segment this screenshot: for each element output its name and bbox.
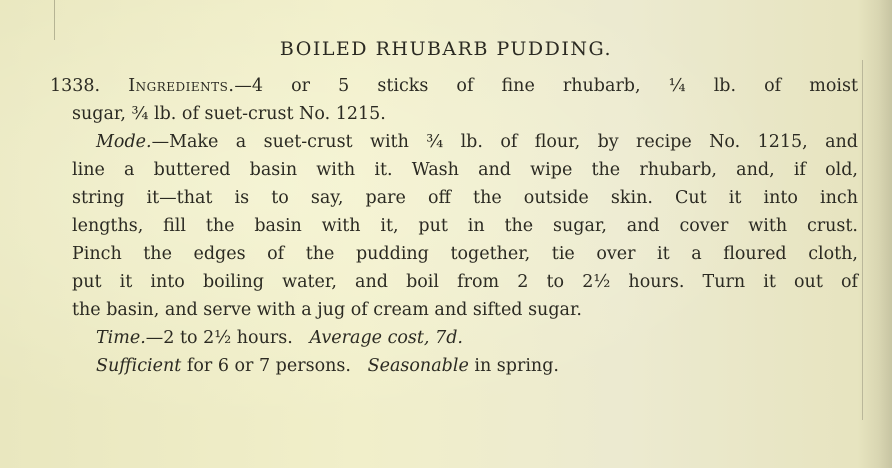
ingredients-text-1: —4 or 5 sticks of fine rhubarb, ¼ lb. of moist: [234, 76, 858, 96]
sufficient-seasonable-line: [72, 352, 858, 380]
mode-line-5: Pinch the edges of the pudding together, tie over it a floured cloth,: [72, 244, 858, 264]
mode-line-7: the basin, and serve with a jug of cream and sifted sugar.: [72, 300, 582, 320]
page-edge-line: [862, 60, 863, 420]
recipe-title: BOILED RHUBARB PUDDING.: [279, 38, 613, 60]
recipe-number: 1338.: [50, 76, 101, 96]
cost-label: Average cost,: [309, 328, 430, 348]
time-label: Time.: [96, 328, 146, 348]
margin-rule: [54, 0, 55, 40]
recipe-body: [50, 72, 858, 380]
mode-line-4: lengths, fill the basin with it, put in the sugar, and cover with crust.: [72, 216, 858, 236]
mode-label: Mode.: [96, 132, 152, 152]
mode-text-1: —Make a suet-crust with ¾ lb. of flour, by recipe No. 1215, and: [151, 132, 858, 152]
ingredients-label: Ingredients.: [128, 76, 235, 96]
cost-value: 7d.: [435, 328, 463, 348]
seasonable-label: Seasonable: [367, 356, 469, 376]
sufficient-label: Sufficient: [96, 356, 182, 376]
mode-line-3: string it—that is to say, pare off the outside skin. Cut it into inch: [72, 188, 858, 208]
time-cost-line: [72, 324, 858, 352]
ingredients-line-1: [50, 72, 858, 100]
mode-line-6: put it into boiling water, and boil from 2 to 2½ hours. Turn it out of: [72, 272, 858, 292]
mode-line-1: [72, 128, 858, 156]
seasonable-value: in spring.: [468, 356, 559, 376]
time-value: —2 to 2½ hours.: [145, 328, 293, 348]
ingredients-line-2: sugar, ¾ lb. of suet-crust No. 1215.: [72, 104, 386, 124]
mode-line-2: line a buttered basin with it. Wash and wipe the rhubarb, and, if old,: [72, 160, 858, 180]
sufficient-value: for 6 or 7 persons.: [181, 356, 351, 376]
page-edge-shadow: [858, 0, 892, 468]
